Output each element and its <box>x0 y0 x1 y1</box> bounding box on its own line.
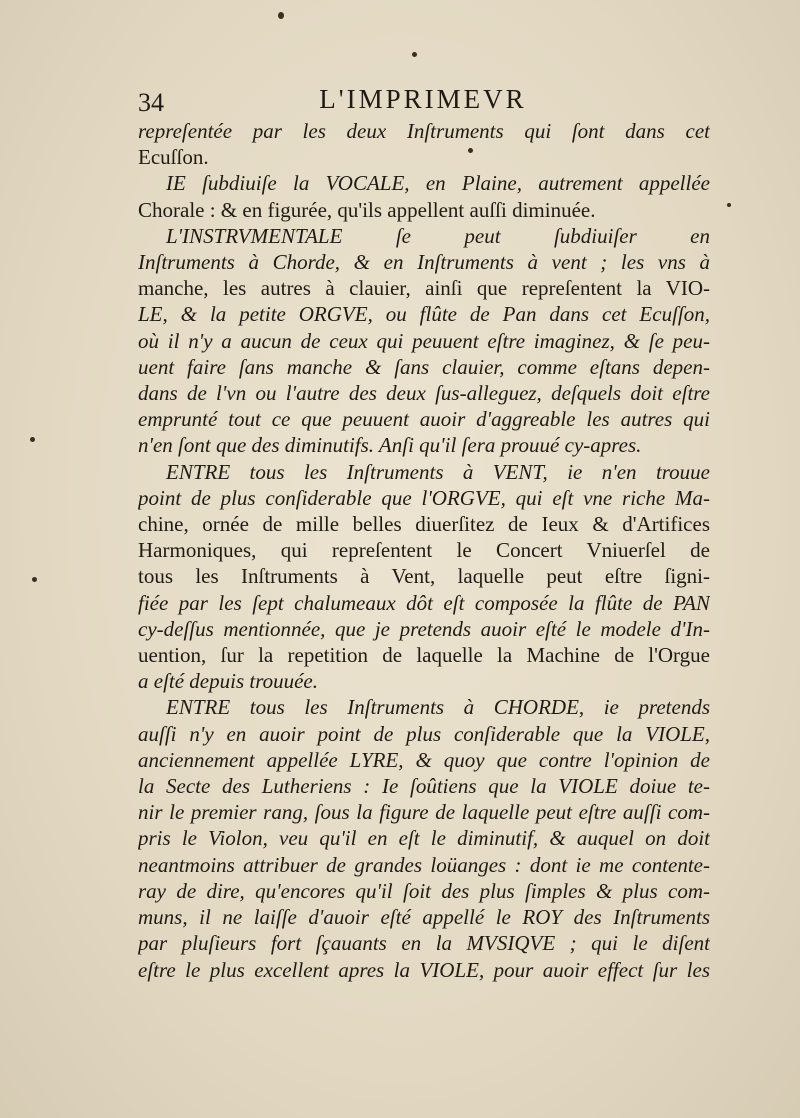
ink-speck <box>412 52 417 57</box>
text-line: cy-deſſus mentionnée, que je pretends auoir eſté le modele d'In- <box>138 616 710 641</box>
text-line: Chorale : & en figurée, qu'ils appellent auſſi diminuée. <box>138 197 596 222</box>
text-line: L'INSTRVMENTALE ſe peut ſubdiuiſer en <box>166 223 710 248</box>
text-line: n'en ſont que des diminutifs. Anſi qu'il ſera prouué cy-apres. <box>138 433 642 458</box>
text-line: la Secte des Lutheriens : Ie ſoûtiens que la VIOLE doiue te- <box>138 774 710 799</box>
text-line: anciennement appellée LYRE, & quoy que contre l'opinion de <box>138 747 710 772</box>
text-line: point de plus conſiderable que l'ORGVE, qui eſt vne riche Ma- <box>138 485 710 510</box>
text-line: Harmoniques, qui repreſentent le Concert Vniuerſel de <box>138 538 710 563</box>
text-line: pris le Violon, veu qu'il en eſt le diminutif, & auquel on doit <box>138 826 710 851</box>
text-line: IE ſubdiuiſe la VOCALE, en Plaine, autrement appellée <box>166 171 710 196</box>
text-line: ray de dire, qu'encores qu'il ſoit des plus ſimples & plus com- <box>138 878 710 903</box>
text-line: uent faire ſans manche & ſans clauier, comme eſtans depen- <box>138 354 710 379</box>
text-line: fiée par les ſept chalumeaux dôt eſt composée la flûte de PAN <box>138 590 710 615</box>
text-line: ENTRE tous les Inſtruments à CHORDE, ie pretends <box>166 695 710 720</box>
page-number: 34 <box>138 88 164 117</box>
text-line: dans de l'vn ou l'autre des deux ſus-alleguez, deſquels doit eſtre <box>138 381 710 406</box>
text-line: ENTRE tous les Inſtruments à VENT, ie n'en trouue <box>166 459 710 484</box>
text-line: auſſi n'y en auoir point de plus conſiderable que la VIOLE, <box>138 721 710 746</box>
body-text <box>138 118 710 983</box>
text-line: uention, ſur la repetition de laquelle la Machine de l'Orgue <box>138 643 710 668</box>
text-line: chine, ornée de mille belles diuerſitez de Ieux & d'Artifices <box>138 512 710 537</box>
text-line: manche, les autres à clauier, ainſi que repreſentent la VIO- <box>138 276 710 301</box>
text-line: tous les Inſtruments à Vent, laquelle peut eſtre ſigni- <box>138 564 710 589</box>
ink-speck <box>278 12 284 19</box>
text-line: LE, & la petite ORGVE, ou flûte de Pan dans cet Ecuſſon, <box>138 302 710 327</box>
text-line: emprunté tout ce que peuuent auoir d'aggreable les autres qui <box>138 407 710 432</box>
text-line: nir le premier rang, ſous la figure de laquelle peut eſtre auſſi com- <box>138 800 710 825</box>
text-line: muns, il ne laiſſe d'auoir eſté appellé le ROY des Inſtruments <box>138 905 710 930</box>
text-line: neantmoins attribuer de grandes loüanges : dont ie me contente- <box>138 852 710 877</box>
ink-speck <box>727 203 731 207</box>
ink-speck <box>30 437 35 442</box>
text-line: où il n'y a aucun de ceux qui peuuent eſtre imaginez, & ſe peu- <box>138 328 710 353</box>
text-line: eſtre le plus excellent apres la VIOLE, pour auoir effect ſur les <box>138 957 710 982</box>
text-line: a eſté depuis trouuée. <box>138 669 319 694</box>
text-line: par pluſieurs fort ſçauants en la MVSIQVE ; qui le diſent <box>138 931 710 956</box>
text-line: Inſtruments à Chorde, & en Inſtruments à vent ; les vns à <box>138 250 710 275</box>
running-title: L'IMPRIMEVR <box>319 84 527 114</box>
text-line: Ecuſſon. <box>138 145 209 170</box>
text-line: repreſentée par les deux Inſtruments qui ſont dans cet <box>138 119 710 143</box>
ink-speck <box>32 577 37 582</box>
page-header <box>138 84 708 120</box>
